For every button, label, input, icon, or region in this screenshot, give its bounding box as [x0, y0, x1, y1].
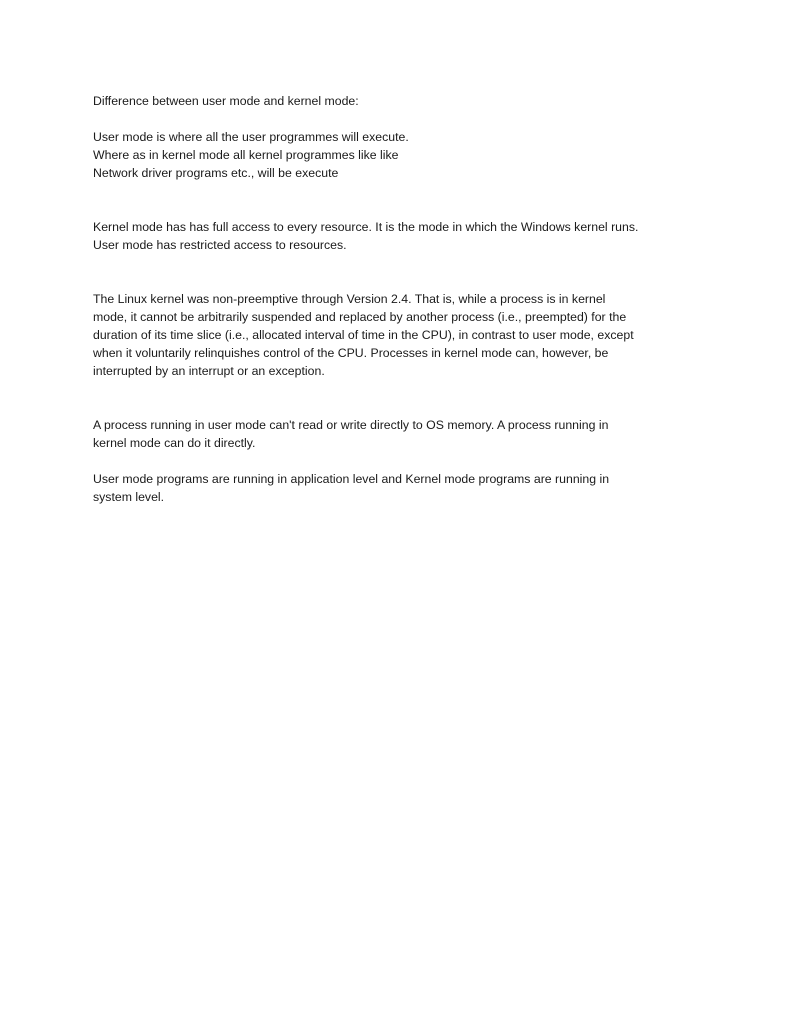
paragraph-line: Network driver programs etc., will be execute — [93, 166, 339, 180]
paragraph-os-memory-access — [93, 416, 733, 452]
document-heading — [93, 92, 733, 110]
paragraph-linux-preemption — [93, 290, 733, 380]
paragraph-line: interrupted by an interrupt or an exception. — [93, 364, 325, 378]
paragraph-line: when it voluntarily relinquishes control of the CPU. Processes in kernel mode can, however, be — [93, 346, 609, 360]
paragraph-line: system level. — [93, 490, 165, 504]
paragraph-resource-access — [93, 218, 733, 254]
paragraph-application-vs-system-level — [93, 470, 733, 506]
paragraph-line: A process running in user mode can't read or write directly to OS memory. A process running in — [93, 418, 609, 432]
paragraph-user-vs-kernel-programs — [93, 128, 733, 182]
paragraph-line: Where as in kernel mode all kernel programmes like like — [93, 148, 399, 162]
paragraph-line: User mode is where all the user programmes will execute. — [93, 130, 409, 144]
paragraph-line: duration of its time slice (i.e., allocated interval of time in the CPU), in contrast to user mode, except — [93, 328, 634, 342]
paragraph-line: User mode has restricted access to resources. — [93, 238, 347, 252]
heading-line: Difference between user mode and kernel mode: — [93, 94, 359, 108]
paragraph-line: mode, it cannot be arbitrarily suspended and replaced by another process (i.e., preempted) for the — [93, 310, 627, 324]
paragraph-line: kernel mode can do it directly. — [93, 436, 256, 450]
paragraph-line: The Linux kernel was non-preemptive through Version 2.4. That is, while a process is in kernel — [93, 292, 606, 306]
paragraph-line: User mode programs are running in application level and Kernel mode programs are running in — [93, 472, 610, 486]
paragraph-line: Kernel mode has has full access to every resource. It is the mode in which the Windows kernel runs. — [93, 220, 639, 234]
